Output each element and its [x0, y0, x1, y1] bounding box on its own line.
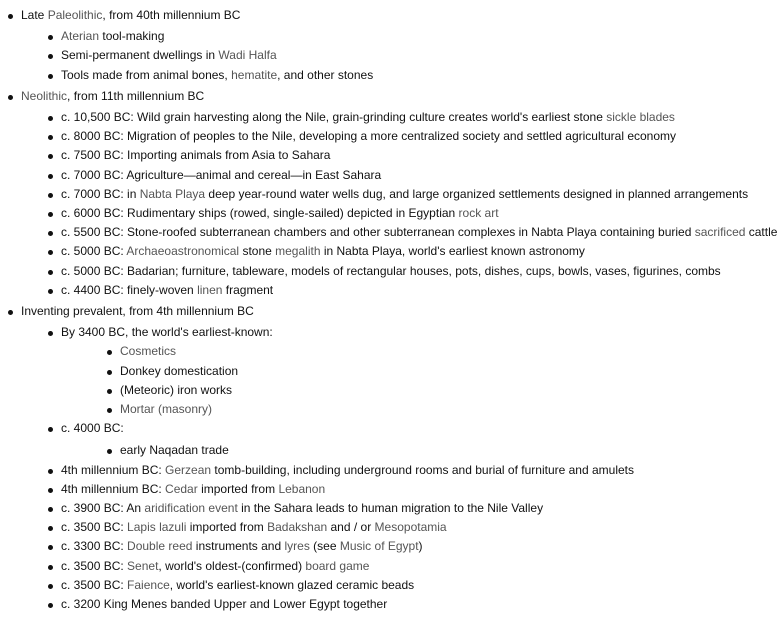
- text: , world's earliest-known glazed ceramic beads: [169, 577, 415, 592]
- link-wadi-halfa[interactable]: Wadi Halfa: [218, 48, 277, 63]
- text: , and other stones: [277, 67, 374, 82]
- list-item: [21, 146, 779, 165]
- bullet: [48, 135, 53, 140]
- bullet: [107, 449, 112, 454]
- list-item: [61, 362, 779, 381]
- link-paleolithic[interactable]: Paleolithic: [47, 8, 103, 22]
- list-item: [21, 419, 779, 460]
- list-item: [21, 127, 779, 146]
- bullet: [48, 35, 53, 40]
- list-item: [61, 342, 779, 361]
- list-item: [21, 281, 779, 300]
- link-aterian[interactable]: Aterian: [61, 29, 100, 44]
- link-cosmetics[interactable]: Cosmetics: [120, 344, 177, 359]
- bullet: [48, 116, 53, 121]
- bullet: [8, 95, 13, 100]
- sub-sub-list: [61, 342, 779, 419]
- section-inventing-prevalent: [0, 302, 779, 614]
- list-item: [61, 400, 779, 419]
- bullet: [48, 54, 53, 59]
- text: c. 7000 BC: Agriculture—animal and cereal—in East Sahara: [61, 167, 382, 182]
- sub-list: [21, 108, 779, 300]
- text: c. 3500 BC:: [61, 558, 128, 573]
- bullet: [48, 488, 53, 493]
- bullet: [48, 212, 53, 217]
- text: , world's oldest-(confirmed): [158, 558, 306, 573]
- bullet: [107, 370, 112, 375]
- bullet: [48, 427, 53, 432]
- link-linen[interactable]: linen: [197, 282, 223, 297]
- link-lyres[interactable]: lyres: [284, 539, 310, 554]
- link-sacrificed[interactable]: sacrificed: [694, 225, 746, 240]
- link-sickle-blades[interactable]: sickle blades: [606, 110, 675, 125]
- text: c. 4400 BC: finely-woven: [61, 282, 198, 297]
- text: , from 11th millennium BC: [67, 88, 205, 103]
- bullet: [8, 14, 13, 19]
- text: c. 3200 King Menes banded Upper and Lower Egypt together: [61, 597, 388, 612]
- link-lebanon[interactable]: Lebanon: [278, 481, 326, 496]
- list-item: [21, 499, 779, 518]
- text: (see: [309, 539, 340, 554]
- bullet: [48, 250, 53, 255]
- text: c. 5500 BC: Stone-roofed subterranean chambers and other subterranean complexes in Nabta Playa containing buried: [61, 225, 695, 240]
- text: c. 5000 BC: Badarian; furniture, tableware, models of rectangular houses, pots, dishes, cups, bowls, vases, figurines, combs: [61, 263, 721, 278]
- link-nabta-playa[interactable]: Nabta Playa: [139, 186, 206, 201]
- text: Donkey domestication: [120, 363, 239, 378]
- link-archaeoastronomical[interactable]: Archaeoastronomical: [126, 244, 240, 259]
- text: c. 4000 BC:: [61, 421, 124, 436]
- section-late-paleolithic: [0, 6, 779, 85]
- sub-sub-list: [61, 441, 779, 460]
- link-mortar[interactable]: Mortar (masonry): [120, 402, 213, 417]
- sub-list: [21, 323, 779, 614]
- list-item: [21, 46, 779, 65]
- text: c. 10,500 BC: Wild grain harvesting along the Nile, grain-grinding culture creates world's earliest stone: [61, 110, 607, 125]
- bullet: [48, 174, 53, 179]
- bullet: [48, 603, 53, 608]
- list-item: [21, 166, 779, 185]
- list-item: [21, 461, 779, 480]
- bullet: [107, 408, 112, 413]
- text: 4th millennium BC:: [61, 481, 166, 496]
- bullet: [48, 231, 53, 236]
- bullet: [48, 545, 53, 550]
- text: c. 3500 BC:: [61, 520, 128, 535]
- link-senet[interactable]: Senet: [127, 558, 159, 573]
- bullet: [48, 331, 53, 336]
- bullet: [48, 270, 53, 275]
- text: tomb-building, including underground rooms and burial of furniture and amulets: [211, 462, 634, 477]
- text: c. 3500 BC:: [61, 577, 128, 592]
- text: c. 3900 BC: An: [61, 501, 145, 516]
- bullet: [48, 193, 53, 198]
- list-item: [21, 576, 779, 595]
- bullet: [48, 469, 53, 474]
- text: stone: [239, 244, 276, 259]
- text: By 3400 BC, the world's earliest-known:: [61, 325, 273, 340]
- link-cedar[interactable]: Cedar: [165, 481, 198, 496]
- link-mesopotamia[interactable]: Mesopotamia: [374, 520, 447, 535]
- bullet: [48, 565, 53, 570]
- text: in the Sahara leads to human migration to the Nile Valley: [237, 501, 544, 516]
- link-badakshan[interactable]: Badakshan: [267, 520, 328, 535]
- list-item: [21, 27, 779, 46]
- timeline-list: [0, 6, 779, 614]
- sub-list: [21, 27, 779, 85]
- text: , from 40th millennium BC: [102, 8, 241, 22]
- text: fragment: [222, 282, 274, 297]
- text: (Meteoric) iron works: [120, 382, 233, 397]
- text: c. 7000 BC: in: [61, 186, 140, 201]
- text: imported from: [186, 520, 268, 535]
- text: deep year-round water wells dug, and large organized settlements designed in planned arrangements: [205, 186, 749, 201]
- link-rock-art[interactable]: rock art: [458, 206, 499, 221]
- text: Tools made from animal bones,: [61, 67, 232, 82]
- text: early Naqadan trade: [120, 443, 229, 458]
- text: c. 5000 BC:: [61, 244, 127, 259]
- text: in Nabta Playa, world's earliest known astronomy: [320, 244, 585, 259]
- list-item: [21, 108, 779, 127]
- list-item: [21, 557, 779, 576]
- bullet: [48, 526, 53, 531]
- bullet: [8, 310, 13, 315]
- list-item: [21, 66, 779, 85]
- link-neolithic[interactable]: Neolithic: [21, 88, 68, 103]
- list-item: [21, 537, 779, 556]
- link-gerzean[interactable]: Gerzean: [165, 462, 212, 477]
- text: Semi-permanent dwellings in: [61, 48, 219, 63]
- link-double-reed[interactable]: Double reed: [127, 539, 193, 554]
- link-faience[interactable]: Faience: [127, 577, 170, 592]
- link-board-game[interactable]: board game: [305, 558, 370, 573]
- link-aridification-event[interactable]: aridification event: [144, 501, 238, 516]
- bullet: [48, 154, 53, 159]
- list-item: [21, 480, 779, 499]
- text: and / or: [327, 520, 375, 535]
- text: imported from: [197, 481, 279, 496]
- bullet: [107, 389, 112, 394]
- bullet: [48, 584, 53, 589]
- text: cattle: [745, 225, 778, 240]
- text: c. 3300 BC:: [61, 539, 128, 554]
- list-item: [61, 381, 779, 400]
- list-item: [21, 518, 779, 537]
- list-item: [21, 242, 779, 261]
- bullet: [48, 289, 53, 294]
- section-neolithic: [0, 87, 779, 300]
- bullet: [48, 74, 53, 79]
- list-item: [21, 223, 779, 242]
- bullet: [48, 507, 53, 512]
- list-item: [21, 323, 779, 419]
- link-lapis-lazuli[interactable]: Lapis lazuli: [127, 520, 187, 535]
- list-item: [21, 595, 779, 614]
- list-item: [21, 204, 779, 223]
- text: c. 8000 BC: Migration of peoples to the Nile, developing a more centralized society and settled agricultural economy: [61, 129, 677, 144]
- list-item: [21, 262, 779, 281]
- list-item: [21, 185, 779, 204]
- text: instruments and: [192, 539, 285, 554]
- text: Late: [21, 8, 48, 22]
- list-item: [61, 441, 779, 460]
- text: 4th millennium BC:: [61, 462, 166, 477]
- bullet: [107, 350, 112, 355]
- text: tool-making: [99, 29, 165, 44]
- link-megalith[interactable]: megalith: [275, 244, 321, 259]
- text: ): [418, 539, 423, 554]
- link-music-of-egypt[interactable]: Music of Egypt: [339, 539, 419, 554]
- text: Inventing prevalent, from 4th millennium BC: [21, 304, 254, 319]
- link-hematite[interactable]: hematite: [231, 67, 278, 82]
- text: c. 7500 BC: Importing animals from Asia to Sahara: [61, 148, 331, 163]
- text: c. 6000 BC: Rudimentary ships (rowed, single-sailed) depicted in Egyptian: [61, 206, 459, 221]
